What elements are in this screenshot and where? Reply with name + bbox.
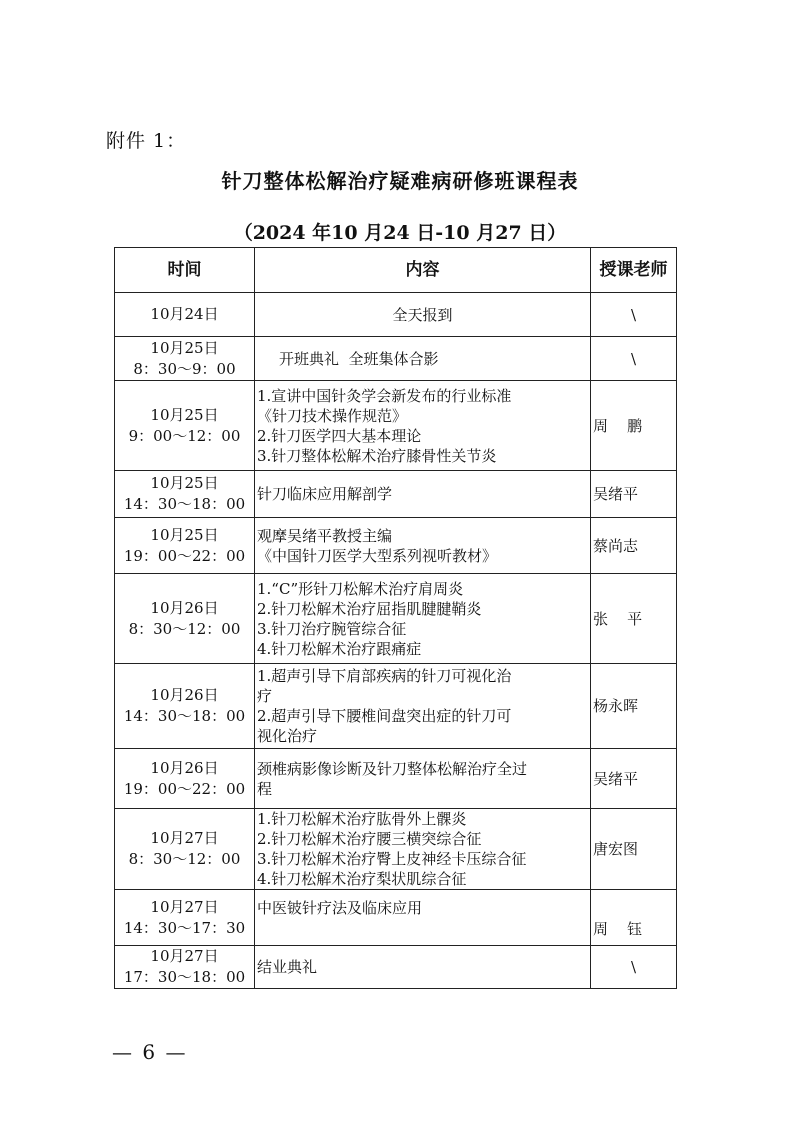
date-text: 10月26日 (150, 686, 219, 704)
time-cell (115, 664, 255, 749)
table-row (115, 664, 677, 749)
time-range-text: 9：00～12：00 (128, 426, 241, 445)
date-text: 10月25日 (150, 474, 219, 492)
date-range-subtitle: （2024 年10 月24 日-10 月27 日） (233, 222, 567, 244)
content-line: 2.针刀医学四大基本理论 (257, 426, 422, 445)
table-row (115, 518, 677, 574)
teacher-cell: \ (591, 337, 677, 381)
content-line: 疗 (257, 687, 273, 705)
time-range-text: 14：30～18：00 (123, 707, 246, 725)
time-range-text: 14：30～17：30 (123, 918, 246, 937)
content-line: 2.针刀松解术治疗屈指肌腱腱鞘炎 (257, 599, 482, 618)
date-text: 10月25日 (150, 525, 219, 544)
content-line: 《针刀技术操作规范》 (257, 406, 408, 425)
teacher-cell: \ (591, 946, 677, 989)
teacher-cell: 唐宏图 (591, 809, 677, 890)
content-line: 1.超声引导下肩部疾病的针刀可视化治 (257, 667, 512, 685)
date-text: 10月27日 (150, 829, 219, 847)
time-range-text: 14：30～18：00 (123, 495, 246, 513)
content-line: 视化治疗 (257, 727, 318, 745)
content-cell (255, 293, 591, 337)
teacher-cell: 蔡尚志 (591, 518, 677, 574)
teacher-cell: 吴绪平 (591, 749, 677, 809)
teacher-cell: 周 钰 (591, 890, 677, 946)
content-cell (255, 337, 591, 381)
content-line: 全天报到 (392, 305, 453, 324)
date-text: 10月27日 (150, 947, 219, 965)
teacher-cell: 周 鹏 (591, 381, 677, 471)
content-cell (255, 749, 591, 809)
table-row (115, 574, 677, 664)
date-text: 10月25日 (150, 338, 219, 357)
header-teacher: 授课老师 (591, 248, 677, 293)
content-line: 4.针刀松解术治疗跟痛症 (257, 639, 422, 658)
content-line: 程 (257, 779, 273, 798)
time-cell (115, 337, 255, 381)
table-row (115, 471, 677, 518)
content-line: 观摩吴绪平教授主编 (257, 526, 393, 545)
teacher-cell: 吴绪平 (591, 471, 677, 518)
teacher-cell: \ (591, 293, 677, 337)
table-row (115, 749, 677, 809)
time-range-text: 8：30～12：00 (128, 619, 241, 638)
attachment-label: 附件 1： (106, 130, 187, 152)
content-cell (255, 890, 591, 946)
content-line: 1.宣讲中国针灸学会新发布的行业标准 (257, 386, 512, 405)
time-cell (115, 471, 255, 518)
content-line: 颈椎病影像诊断及针刀整体松解治疗全过 (257, 759, 528, 778)
table-row (115, 946, 677, 989)
content-line: 4.针刀松解术治疗梨状肌综合征 (257, 870, 467, 888)
table-row (115, 890, 677, 946)
time-cell (115, 946, 255, 989)
table-row (115, 337, 677, 381)
content-cell (255, 381, 591, 471)
content-cell (255, 574, 591, 664)
date-text: 10月26日 (150, 758, 219, 777)
header-content: 内容 (255, 248, 591, 293)
time-cell (115, 381, 255, 471)
content-cell (255, 664, 591, 749)
time-range-text: 17：30～18：00 (123, 968, 246, 986)
content-cell (255, 518, 591, 574)
content-line: 2.超声引导下腰椎间盘突出症的针刀可 (257, 707, 512, 725)
content-line: 结业典礼 (257, 958, 318, 976)
time-cell (115, 518, 255, 574)
date-text: 10月25日 (150, 405, 219, 424)
content-line: 中医铍针疗法及临床应用 (257, 899, 423, 917)
table-header-row (115, 248, 677, 293)
teacher-cell: 杨永晖 (591, 664, 677, 749)
content-line: 针刀临床应用解剖学 (257, 485, 393, 503)
date-text: 10月27日 (150, 897, 219, 916)
content-cell (255, 946, 591, 989)
table-row (115, 809, 677, 890)
course-schedule-table (114, 247, 677, 989)
teacher-cell: 张 平 (591, 574, 677, 664)
content-line: 开班典礼 全班集体合影 (279, 349, 439, 368)
time-range-text: 8：30～12：00 (128, 850, 241, 868)
time-cell (115, 809, 255, 890)
document-title: 针刀整体松解治疗疑难病研修班课程表 (221, 169, 579, 193)
content-cell (255, 471, 591, 518)
time-cell (115, 749, 255, 809)
time-range-text: 8：30～9：00 (133, 359, 236, 378)
content-line: 2.针刀松解术治疗腰三横突综合征 (257, 830, 482, 848)
date-text: 10月26日 (150, 598, 219, 617)
time-cell (115, 890, 255, 946)
content-cell (255, 809, 591, 890)
content-line: 《中国针刀医学大型系列视听教材》 (257, 546, 498, 565)
content-line: 1.针刀松解术治疗肱骨外上髁炎 (257, 810, 467, 828)
date-text: 10月24日 (150, 305, 219, 323)
header-time: 时间 (115, 248, 255, 293)
time-cell (115, 293, 255, 337)
content-line: 3.针刀治疗腕管综合征 (257, 619, 407, 638)
content-line: 1.“C”形针刀松解术治疗肩周炎 (257, 579, 464, 598)
table-row (115, 381, 677, 471)
time-range-text: 19：00～22：00 (123, 779, 246, 798)
table-row (115, 293, 677, 337)
content-line: 3.针刀整体松解术治疗膝骨性关节炎 (257, 446, 497, 465)
content-line: 3.针刀松解术治疗臀上皮神经卡压综合征 (257, 850, 527, 868)
page-number: — 6 — (112, 1040, 188, 1064)
time-cell (115, 574, 255, 664)
time-range-text: 19：00～22：00 (123, 546, 246, 565)
